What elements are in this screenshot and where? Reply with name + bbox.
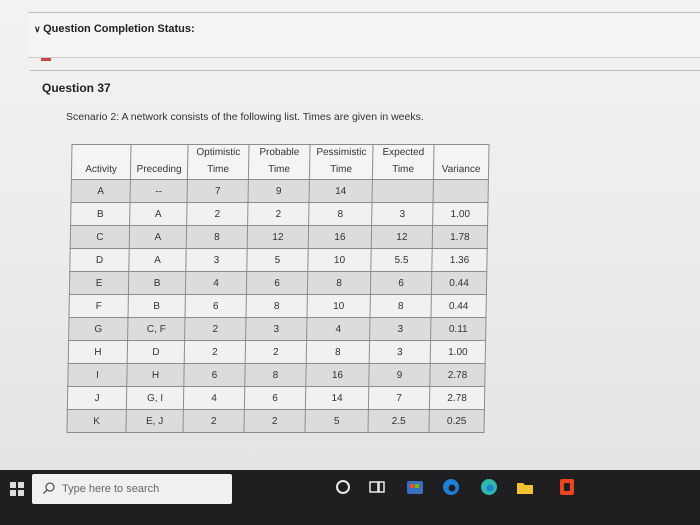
table-cell: 8 — [246, 295, 307, 318]
table-cell: B — [128, 272, 185, 295]
table-row — [70, 249, 487, 272]
table-cell: 3 — [246, 318, 307, 341]
table-cell: D — [70, 249, 129, 272]
table-cell: 8 — [245, 364, 306, 387]
table-row — [67, 410, 484, 433]
table-cell: 2 — [184, 341, 245, 364]
status-title[interactable]: ∨ Question Completion Status: — [34, 23, 195, 35]
table-cell: 8 — [186, 226, 247, 249]
table-cell: 6 — [370, 272, 431, 295]
table-header-cell — [72, 145, 131, 160]
table-header-cell: Time — [309, 159, 372, 180]
table-cell: 14 — [305, 387, 368, 410]
table-cell: 3 — [369, 341, 430, 364]
table-header-cell: Variance — [433, 159, 488, 180]
task-view-icon[interactable] — [366, 476, 388, 498]
table-cell: 2 — [248, 203, 309, 226]
table-cell: E, J — [126, 410, 183, 433]
table-cell: 2.78 — [429, 387, 484, 410]
table-row — [68, 364, 485, 387]
table-header-cell: Expected — [373, 145, 434, 160]
table-cell: F — [69, 295, 128, 318]
table-cell: 8 — [370, 295, 431, 318]
table-cell: 1.00 — [433, 203, 488, 226]
table-row — [71, 203, 488, 226]
table-header-cell: Time — [372, 159, 433, 180]
search-placeholder: Type here to search — [62, 483, 160, 495]
table-cell: 0.44 — [431, 272, 486, 295]
question-completion-status[interactable] — [28, 12, 700, 58]
table-cell: 6 — [185, 295, 246, 318]
table-header-cell — [131, 145, 188, 160]
table-header-cell: Time — [248, 159, 309, 180]
office-app-icon[interactable] — [556, 476, 578, 498]
table-cell: J — [67, 387, 126, 410]
table-cell: H — [68, 341, 127, 364]
table-row — [70, 226, 487, 249]
table-header-row — [72, 145, 489, 160]
table-row — [71, 180, 488, 203]
table-cell: H — [127, 364, 184, 387]
table-header-cell: Optimistic — [188, 145, 249, 160]
table-cell: A — [129, 249, 186, 272]
table-header-row — [71, 159, 488, 180]
table-cell: A — [130, 203, 187, 226]
file-explorer-icon[interactable] — [514, 476, 536, 498]
table-cell: 4 — [185, 272, 246, 295]
table-cell: 0.11 — [431, 318, 486, 341]
table-row — [69, 295, 486, 318]
windows-store-icon[interactable] — [404, 476, 426, 498]
windows-logo-icon[interactable] — [10, 482, 24, 496]
table-cell: 6 — [184, 364, 245, 387]
table-cell: 10 — [307, 295, 370, 318]
table-cell: 7 — [368, 387, 429, 410]
table-cell: 5 — [305, 410, 368, 433]
collapse-chevron-icon[interactable]: ∨ — [34, 24, 44, 34]
cortana-circle-icon[interactable] — [332, 476, 354, 498]
table-cell: 10 — [308, 249, 371, 272]
table-row — [67, 387, 484, 410]
table-header-cell: Probable — [249, 145, 310, 160]
table-header-cell: Pessimistic — [310, 145, 373, 160]
table-cell: 2 — [245, 341, 306, 364]
table-row — [69, 318, 486, 341]
table-cell: 3 — [186, 249, 247, 272]
table-cell: I — [68, 364, 127, 387]
table-cell: D — [127, 341, 184, 364]
table-cell — [372, 180, 433, 203]
question-title: Question 37 — [42, 81, 111, 95]
table-cell: 2 — [183, 410, 244, 433]
table-cell: B — [128, 295, 185, 318]
table-cell: 3 — [372, 203, 433, 226]
table-cell: B — [71, 203, 130, 226]
table-header-cell: Preceding — [130, 159, 187, 180]
table-cell: 16 — [308, 226, 371, 249]
table-cell: 7 — [187, 180, 248, 203]
table-cell: 3 — [370, 318, 431, 341]
table-cell: 1.36 — [432, 249, 487, 272]
edge-browser-icon[interactable] — [478, 476, 500, 498]
table-cell: G, I — [126, 387, 183, 410]
table-cell: C — [70, 226, 129, 249]
table-cell: 12 — [371, 226, 432, 249]
table-row — [68, 341, 485, 364]
table-cell: 2.78 — [430, 364, 485, 387]
table-cell: G — [69, 318, 128, 341]
table-body — [67, 180, 488, 433]
table-cell: 5.5 — [371, 249, 432, 272]
status-marker-icon — [41, 58, 51, 61]
table-cell: 2 — [187, 203, 248, 226]
table-cell: 12 — [247, 226, 308, 249]
table-cell: E — [69, 272, 128, 295]
table-cell: 2 — [185, 318, 246, 341]
table-cell: 0.25 — [429, 410, 484, 433]
table-cell: 9 — [369, 364, 430, 387]
table-cell: 2 — [244, 410, 305, 433]
table-cell: A — [129, 226, 186, 249]
table-row — [69, 272, 486, 295]
taskbar-search-input[interactable] — [32, 474, 232, 504]
table-cell: 16 — [306, 364, 369, 387]
table-cell: 4 — [183, 387, 244, 410]
table-cell: 6 — [246, 272, 307, 295]
table-cell: 1.00 — [430, 341, 485, 364]
table-cell: 5 — [247, 249, 308, 272]
table-header-cell — [434, 145, 489, 160]
table-header-cell: Time — [187, 159, 248, 180]
table-cell: 8 — [309, 203, 372, 226]
scenario-text: Scenario 2: A network consists of the following list. Times are given in weeks. — [66, 111, 424, 123]
table-cell — [433, 180, 488, 203]
table-cell: 6 — [244, 387, 305, 410]
edge-browser-icon[interactable] — [440, 476, 462, 498]
table-header-cell: Activity — [71, 159, 130, 180]
search-icon — [42, 481, 56, 500]
table-cell: 0.44 — [431, 295, 486, 318]
table-cell: C, F — [128, 318, 185, 341]
table-cell: 9 — [248, 180, 309, 203]
table-cell: 2.5 — [368, 410, 429, 433]
activity-table — [66, 144, 489, 433]
table-cell: 4 — [307, 318, 370, 341]
table-cell: -- — [130, 180, 187, 203]
table-cell: A — [71, 180, 130, 203]
table-cell: 1.78 — [432, 226, 487, 249]
table-cell: 14 — [309, 180, 372, 203]
table-cell: 8 — [307, 272, 370, 295]
table-cell: 8 — [306, 341, 369, 364]
table-cell: K — [67, 410, 126, 433]
windows-taskbar — [0, 470, 700, 525]
